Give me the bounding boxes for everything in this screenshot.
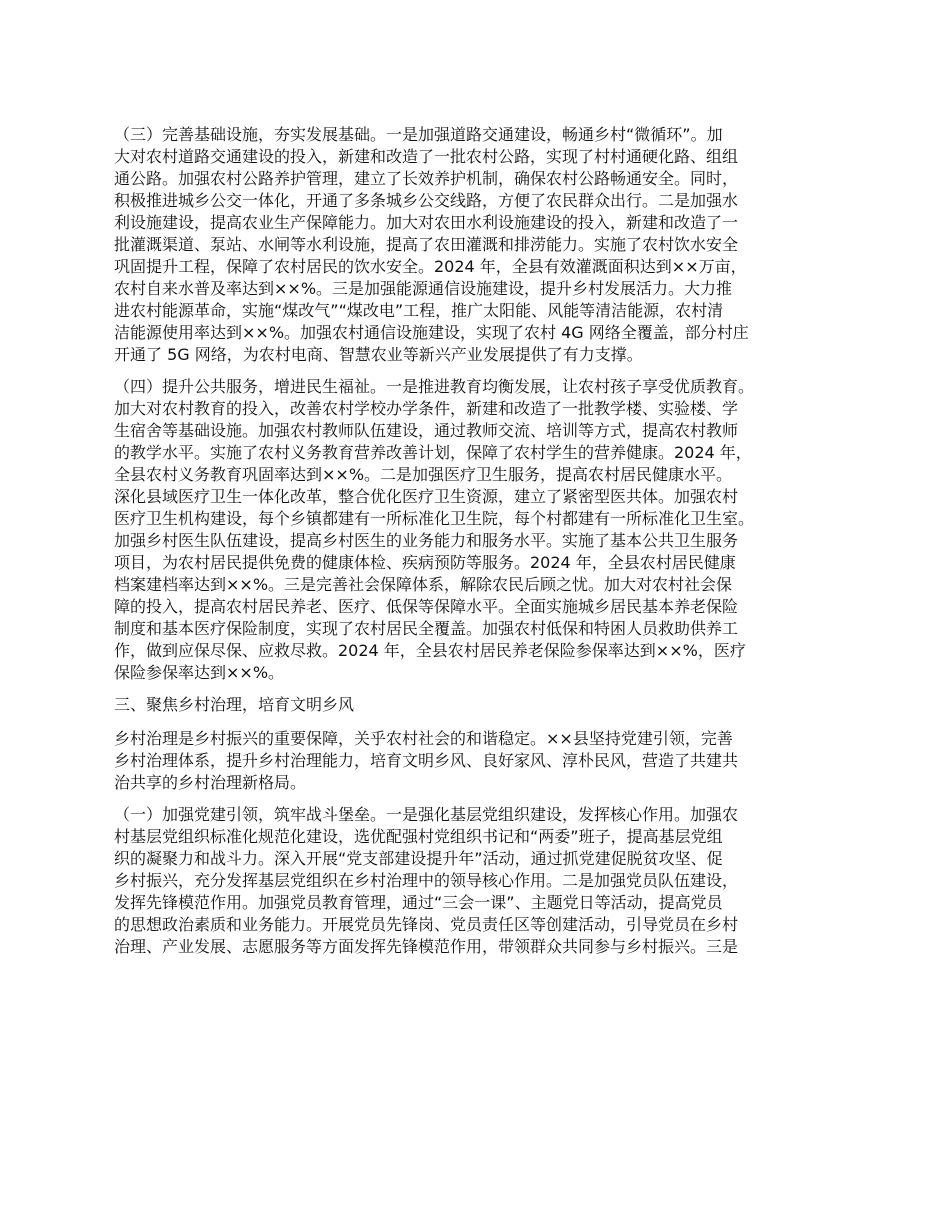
text-line: 大对农村道路交通建设的投入，新建和改造了一批农村公路，实现了村村通硬化路、组组 [114,147,739,166]
text-line: 生宿舍等基础设施。加强农村教师队伍建设，通过教师交流、培训等方式，提高农村教师 [114,421,739,440]
text-line: 进农村能源革命，实施“煤改气”“煤改电”工程，推广太阳能、风能等清洁能源，农村清 [114,301,724,320]
text-line: 乡村振兴，充分发挥基层党组织在乡村治理中的领导核心作用。二是加强党员队伍建设， [114,871,739,890]
section-heading-text: 三、聚焦乡村治理，培育文明乡风 [114,695,355,714]
text-line: 治共享的乡村治理新格局。 [114,773,307,792]
text-line: 作，做到应保尽保、应救尽救。2024 年，全县农村居民养老保险参保率达到××%，医疗 [114,641,746,660]
text-line: 织的凝聚力和战斗力。深入开展“党支部建设提升年”活动，通过抓党建促脱贫攻坚、促 [114,849,723,868]
paragraph-infrastructure [114,124,854,366]
paragraph-party-building [114,804,854,958]
text-line: 保险参保率达到××%。 [114,663,285,682]
text-line: （三）完善基础设施，夯实发展基础。一是加强道路交通建设，畅通乡村“微循环”。加 [114,125,723,144]
text-line: 巩固提升工程，保障了农村居民的饮水安全。2024 年，全县有效灌溉面积达到××万亩， [114,257,747,276]
text-line: 项目，为农村居民提供免费的健康体检、疾病预防等服务。2024 年，全县农村居民健康 [114,553,736,572]
paragraph-public-services [114,376,854,684]
text-line: 发挥先锋模范作用。加强党员教育管理，通过“三会一课”、主题党日等活动，提高党员 [114,893,723,912]
section-heading [114,694,854,716]
text-line: 积极推进城乡公交一体化，开通了多条城乡公交线路，方便了农民群众出行。二是加强水 [114,191,739,210]
text-line: （四）提升公共服务，增进民生福祉。一是推进教育均衡发展，让农村孩子享受优质教育。 [114,377,755,396]
text-line: 医疗卫生机构建设，每个乡镇都建有一所标准化卫生院，每个村都建有一所标准化卫生室。 [114,509,755,528]
text-line: 利设施建设，提高农业生产保障能力。加大对农田水利设施建设的投入，新建和改造了一 [114,213,739,232]
text-line: 开通了 5G 网络，为农村电商、智慧农业等新兴产业发展提供了有力支撑。 [114,345,643,364]
text-line: （一）加强党建引领，筑牢战斗堡垒。一是强化基层党组织建设，发挥核心作用。加强农 [114,805,739,824]
text-line: 深化县域医疗卫生一体化改革，整合优化医疗卫生资源，建立了紧密型医共体。加强农村 [114,487,739,506]
text-line: 障的投入，提高农村居民养老、医疗、低保等保障水平。全面实施城乡居民基本养老保险 [114,597,739,616]
document-body [114,124,854,968]
text-line: 加大对农村教育的投入，改善农村学校办学条件，新建和改造了一批教学楼、实验楼、学 [114,399,739,418]
text-line: 的思想政治素质和业务能力。开展党员先锋岗、党员责任区等创建活动，引导党员在乡村 [114,915,739,934]
paragraph-governance-intro [114,728,854,794]
text-line: 加强乡村医生队伍建设，提高乡村医生的业务能力和服务水平。实施了基本公共卫生服务 [114,531,739,550]
text-line: 通公路。加强农村公路养护管理，建立了长效养护机制，确保农村公路畅通安全。同时， [114,169,739,188]
text-line: 洁能源使用率达到××%。加强农村通信设施建设，实现了农村 4G 网络全覆盖，部分村庄 [114,323,749,342]
text-line: 农村自来水普及率达到××%。三是加强能源通信设施建设，提升乡村发展活力。大力推 [114,279,733,298]
text-line: 的教学水平。实施了农村义务教育营养改善计划，保障了农村学生的营养健康。2024 年， [114,443,752,462]
text-line: 制度和基本医疗保险制度，实现了农村居民全覆盖。加强农村低保和特困人员救助供养工 [114,619,739,638]
text-line: 村基层党组织标准化规范化建设，选优配强村党组织书记和“两委”班子，提高基层党组 [114,827,723,846]
text-line: 全县农村义务教育巩固率达到××%。二是加强医疗卫生服务，提高农村居民健康水平。 [114,465,733,484]
text-line: 乡村治理是乡村振兴的重要保障，关乎农村社会的和谐稳定。××县坚持党建引领，完善 [114,729,733,748]
text-line: 治理、产业发展、志愿服务等方面发挥先锋模范作用，带领群众共同参与乡村振兴。三是 [114,937,739,956]
text-line: 档案建档率达到××%。三是完善社会保障体系，解除农民后顾之忧。加大对农村社会保 [114,575,733,594]
text-line: 批灌溉渠道、泵站、水闸等水利设施，提高了农田灌溉和排涝能力。实施了农村饮水安全 [114,235,739,254]
text-line: 乡村治理体系，提升乡村治理能力，培育文明乡风、良好家风、淳朴民风，营造了共建共 [114,751,739,770]
